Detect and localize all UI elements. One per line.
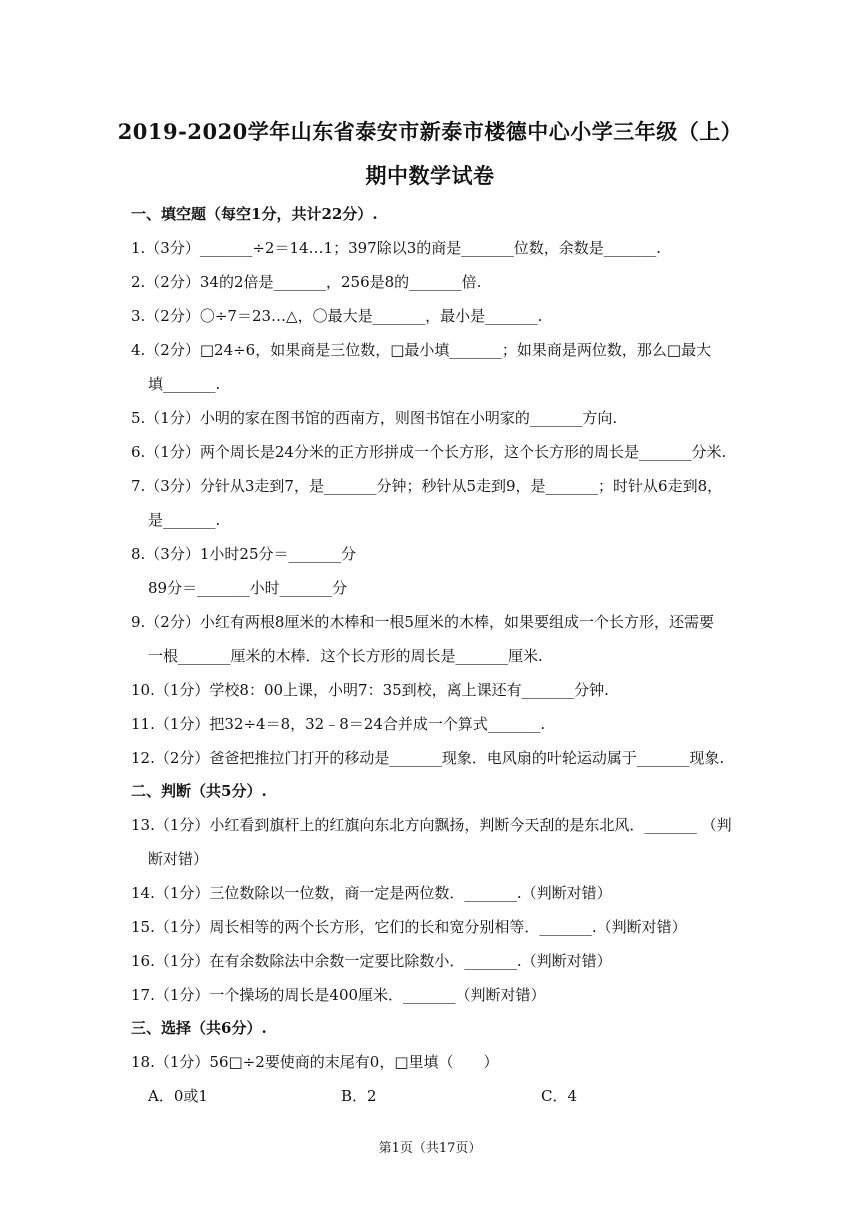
question-12: 12.（2分）爸爸把推拉门打开的移动是_______现象．电风扇的叶轮运动属于_______现象. [131,749,725,767]
question-7-cont: 是_______. [148,511,221,529]
question-6: 6.（1分）两个周长是24分米的正方形拼成一个长方形，这个长方形的周长是_______分米. [131,443,727,461]
question-13: 13.（1分）小红看到旗杆上的红旗向东北方向飘扬，判断今天刮的是东北风．_______ （判 [131,816,732,834]
question-8: 8.（3分）1小时25分＝_______分 [131,545,356,563]
question-3: 3.（2分）〇÷7＝23…△，〇最大是_______，最小是_______. [131,307,543,325]
question-4: 4.（2分）□24÷6，如果商是三位数，□最小填_______；如果商是两位数，那么□最大 [131,341,712,359]
exam-title-line1: 2019-2020学年山东省泰安市新泰市楼德中心小学三年级（上） [117,119,743,144]
question-13-cont: 断对错） [148,850,209,868]
question-2: 2.（2分）34的2倍是_______，256是8的_______倍. [131,273,482,291]
question-14: 14.（1分）三位数除以一位数，商一定是两位数．_______.（判断对错） [131,884,612,902]
section-multiple-choice: 三、选择（共6分）. [131,1019,267,1037]
section-true-false: 二、判断（共5分）. [131,782,267,800]
exam-title-line2: 期中数学试卷 [365,163,495,188]
question-7: 7.（3分）分针从3走到7，是_______分钟；秒针从5走到9，是_______；时针从6走到8， [131,477,723,495]
question-4-cont: 填_______. [148,375,221,393]
option-a: A．0或1 [148,1087,208,1105]
question-5: 5.（1分）小明的家在图书馆的西南方，则图书馆在小明家的_______方向. [131,409,618,427]
option-c: C．4 [541,1087,578,1105]
question-10: 10.（1分）学校8：00上课，小明7：35到校，离上课还有_______分钟. [131,681,609,699]
question-1: 1.（3分）_______÷2＝14…1；397除以3的商是_______位数，余数是_______. [131,239,662,257]
question-17: 17.（1分）一个操场的周长是400厘米．_______（判断对错） [131,986,546,1004]
question-9: 9.（2分）小红有两根8厘米的木棒和一根5厘米的木棒，如果要组成一个长方形，还需要 [131,613,714,631]
question-16: 16.（1分）在有余数除法中余数一定要比除数小．_______.（判断对错） [131,952,612,970]
question-11: 11.（1分）把32÷4＝8，32﹣8＝24合并成一个算式_______. [131,715,546,733]
option-b: B．2 [341,1087,377,1105]
question-15: 15.（1分）周长相等的两个长方形，它们的长和宽分别相等．_______.（判断对错） [131,918,687,936]
section-fill-blank: 一、填空题（每空1分，共计22分）. [131,205,378,223]
question-9-cont: 一根_______厘米的木棒．这个长方形的周长是_______厘米. [148,647,543,665]
page-footer: 第1页（共17页） [378,1141,482,1156]
question-18: 18.（1分）56□÷2要使商的末尾有0，□里填（ ） [131,1053,499,1071]
question-8-cont: 89分＝_______小时_______分 [148,579,348,597]
